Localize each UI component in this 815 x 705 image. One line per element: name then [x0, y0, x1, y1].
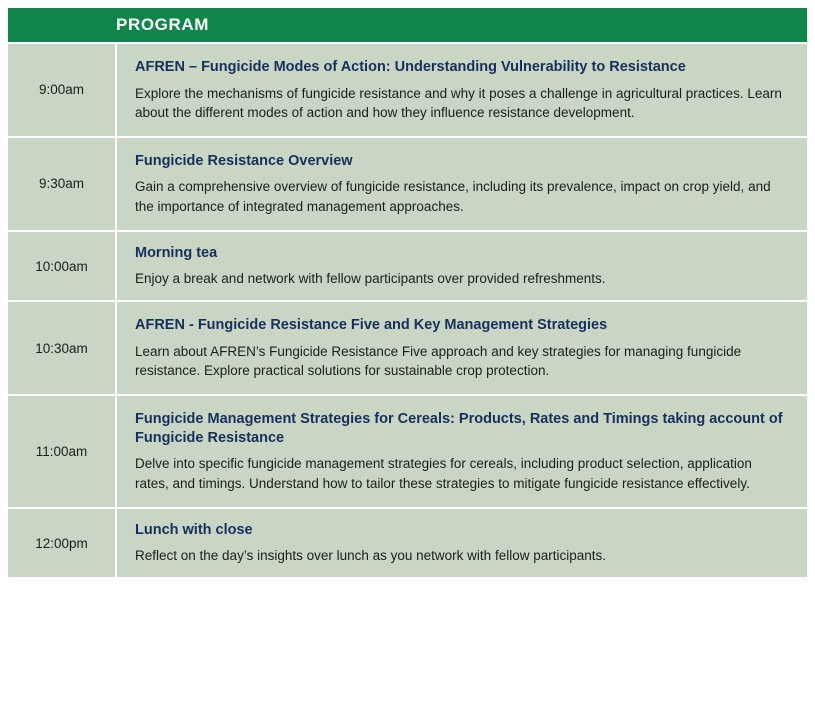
session-title: Lunch with close [135, 521, 253, 538]
session-description: Delve into specific fungicide management strategies for cereals, including product selection, application rates, and timings. Understand how to tailor these strategies to mitigate fungicide resistance effectively. [135, 456, 752, 491]
session-title: Morning tea [135, 244, 218, 261]
session-time: 9:00am [8, 43, 116, 137]
session-time: 10:30am [8, 301, 116, 395]
session-description: Learn about AFREN’s Fungicide Resistance Five approach and key strategies for managing fungicide resistance. Explore practical solutions for sustainable crop protection. [135, 343, 742, 379]
session-detail [116, 301, 807, 395]
session-detail [116, 137, 807, 231]
session-detail [116, 231, 807, 302]
session-detail [116, 508, 807, 578]
session-title: Fungicide Resistance Overview [135, 152, 353, 169]
session-description: Enjoy a break and network with fellow participants over provided refreshments. [135, 271, 606, 287]
table-row [8, 508, 807, 578]
session-description: Reflect on the day’s insights over lunch as you network with fellow participants. [135, 548, 606, 564]
session-time: 9:30am [8, 137, 116, 231]
session-title: AFREN - Fungicide Resistance Five and Key Management Strategies [135, 317, 608, 334]
table-row [8, 43, 807, 137]
program-header-spacer [8, 8, 116, 43]
session-title: Fungicide Management Strategies for Cereals: Products, Rates and Timings taking account of Fungicide Resistance [135, 411, 783, 446]
program-table [8, 8, 807, 577]
program-header-title: PROGRAM [116, 8, 807, 43]
session-detail [116, 395, 807, 507]
session-time: 10:00am [8, 231, 116, 302]
program-header-row [8, 8, 807, 43]
session-time: 11:00am [8, 395, 116, 507]
session-detail [116, 43, 807, 137]
table-row [8, 231, 807, 302]
session-title: AFREN – Fungicide Modes of Action: Understanding Vulnerability to Resistance [135, 59, 686, 75]
table-row [8, 395, 807, 507]
session-description: Gain a comprehensive overview of fungicide resistance, including its prevalence, impact on crop yield, and the importance of integrated management approaches. [135, 179, 771, 214]
session-description: Explore the mechanisms of fungicide resistance and why it poses a challenge in agricultural practices. Learn about the different modes of action and how they influence resistance development. [135, 85, 782, 120]
table-row [8, 137, 807, 231]
session-time: 12:00pm [8, 508, 116, 578]
table-row [8, 301, 807, 395]
